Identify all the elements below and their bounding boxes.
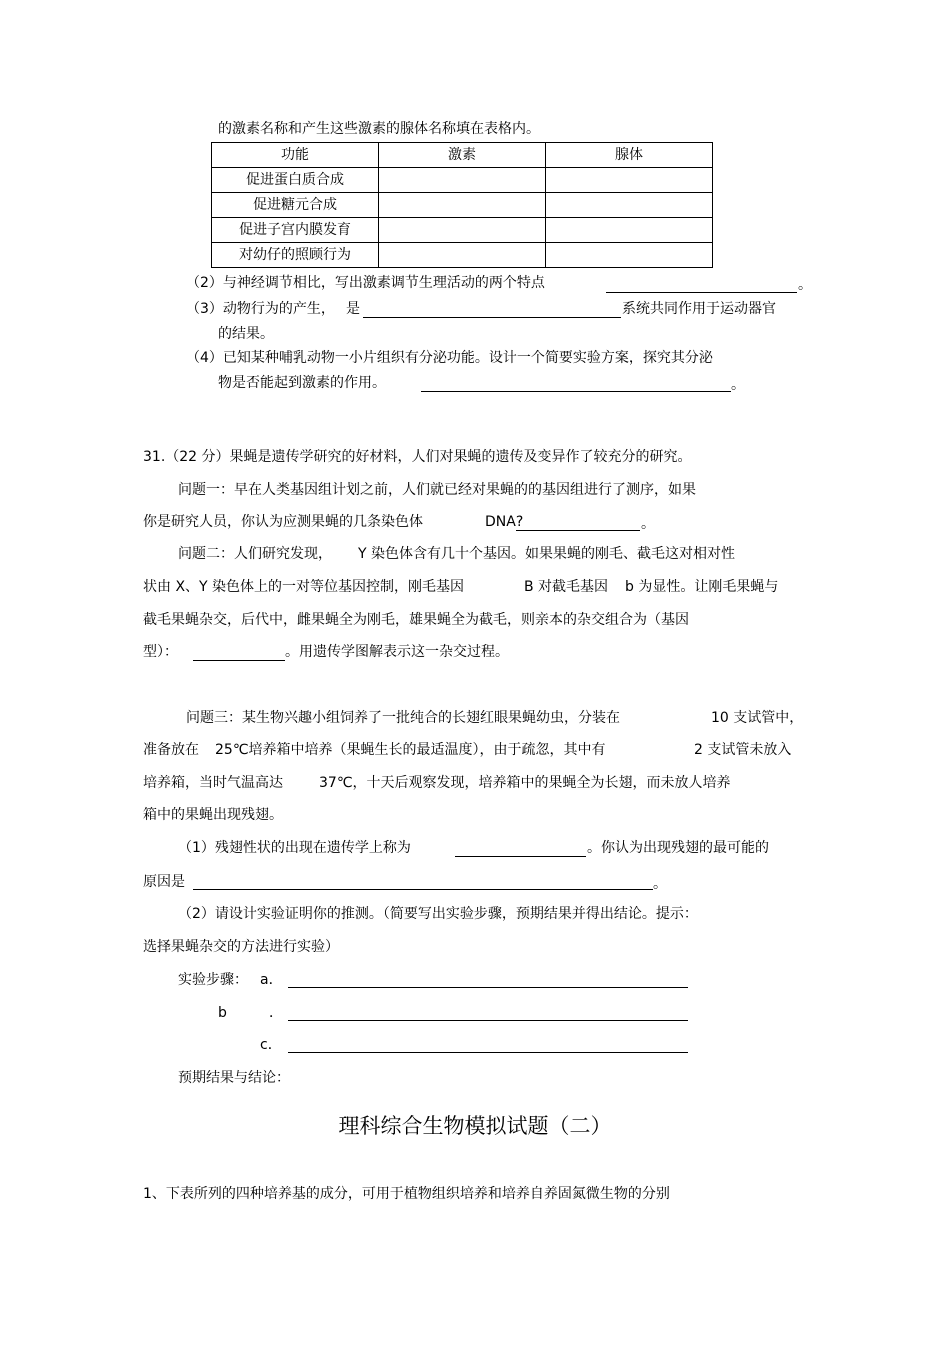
q3-blank xyxy=(363,317,621,318)
q31-s1-blank1 xyxy=(455,856,586,857)
q31-p3f: 培养箱，当时气温高达 xyxy=(143,775,283,791)
table-header-row xyxy=(212,143,713,168)
q31-s1c: 原因是 xyxy=(143,874,185,890)
step-c-label: c． xyxy=(260,1037,282,1053)
q31-s1-end: 。 xyxy=(653,876,667,892)
hormone-table xyxy=(211,142,713,268)
table-cell: 促进糖元合成 xyxy=(212,193,379,218)
q31-p2g: 型）： xyxy=(143,644,178,660)
table-header: 腺体 xyxy=(546,143,713,168)
step-b-label: b xyxy=(218,1005,227,1021)
table-cell: 促进蛋白质合成 xyxy=(212,168,379,193)
step-b-dot: ． xyxy=(269,1005,283,1021)
q31-p2b: Y 染色体含有几十个基因。如果果蝇的刚毛、截毛这对相对性 xyxy=(358,546,736,562)
q31-p2f: 截毛果蝇杂交，后代中，雌果蝇全为刚毛，雄果蝇全为截毛，则亲本的杂交组合为（基因 xyxy=(143,612,689,628)
q31-s2b: 选择果蝇杂交的方法进行实验） xyxy=(143,939,339,955)
q1-text: 1、下表所列的四种培养基的成分，可用于植物组织培养和培养自养固氮微生物的分别 xyxy=(143,1186,670,1202)
q31-head: 31.（22 分）果蝇是遗传学研究的好材料，人们对果蝇的遗传及变异作了较充分的研究。 xyxy=(143,449,692,465)
q31-p3d: 25℃培养箱中培养（果蝇生长的最适温度），由于疏忽，其中有 xyxy=(215,742,606,758)
table-cell xyxy=(379,243,546,268)
intro-text: 的激素名称和产生这些激素的腺体名称填在表格内。 xyxy=(218,121,540,137)
step-label: 实验步骤： xyxy=(178,972,248,988)
q31-p3g: 37℃，十天后观察发现，培养箱中的果蝇全为长翅，而未放人培养 xyxy=(319,775,731,791)
result-label: 预期结果与结论： xyxy=(178,1070,290,1086)
step-a-label: a． xyxy=(260,972,283,988)
q31-p3h: 箱中的果蝇出现残翅。 xyxy=(143,807,283,823)
q3-text-b: 是 xyxy=(346,301,360,317)
q3-text-d: 的结果。 xyxy=(218,326,274,342)
table-row xyxy=(212,193,713,218)
q4-blank xyxy=(421,391,731,392)
q31-p3e: 2 支试管未放入 xyxy=(694,742,792,758)
step-c-blank xyxy=(288,1052,688,1053)
table-header: 激素 xyxy=(379,143,546,168)
table-row xyxy=(212,168,713,193)
table-cell xyxy=(379,168,546,193)
q31-p2e: b 为显性。让刚毛果蝇与 xyxy=(625,579,779,595)
q2-blank xyxy=(606,292,797,293)
q2-text: （2）与神经调节相比，写出激素调节生理活动的两个特点 xyxy=(186,275,545,291)
q31-s2a: （2）请设计实验证明你的推测。（简要写出实验步骤，预期结果并得出结论。提示： xyxy=(178,906,698,922)
q31-p2-blank xyxy=(193,660,285,661)
table-cell: 对幼仔的照顾行为 xyxy=(212,243,379,268)
q31-p2c: 状由 X、Y 染色体上的一对等位基因控制，刚毛基因 xyxy=(143,579,465,595)
table-cell xyxy=(546,243,713,268)
q31-p2a: 问题二：人们研究发现， xyxy=(178,546,332,562)
q31-p3a: 问题三：某生物兴趣小组饲养了一批纯合的长翅红眼果蝇幼虫，分装在 xyxy=(186,710,620,726)
q4-text-b: 物是否能起到激素的作用。 xyxy=(218,375,386,391)
q4-text-a: （4）已知某种哺乳动物一小片组织有分泌功能。设计一个简要实验方案，探究其分泌 xyxy=(186,350,713,366)
table-header: 功能 xyxy=(212,143,379,168)
q31-s1-blank2 xyxy=(193,889,653,890)
q31-p3b: 10 支试管中， xyxy=(711,710,804,726)
q31-p2d: B 对截毛基因 xyxy=(524,579,609,595)
q31-p1a: 问题一：早在人类基因组计划之前，人们就已经对果蝇的的基因组进行了测序，如果 xyxy=(178,482,696,498)
q3-text-c: 系统共同作用于运动器官 xyxy=(622,301,776,317)
table-cell xyxy=(379,218,546,243)
table-row xyxy=(212,218,713,243)
q31-p1-end: 。 xyxy=(641,516,655,532)
q4-end: 。 xyxy=(731,377,745,393)
q2-end: 。 xyxy=(798,277,812,293)
q31-s1b: 。你认为出现残翅的最可能的 xyxy=(587,840,769,856)
table-cell xyxy=(546,168,713,193)
q31-p1c: DNA? xyxy=(485,514,524,530)
q3-text-a: （3）动物行为的产生， xyxy=(186,301,335,317)
table-row xyxy=(212,243,713,268)
table-cell: 促进子宫内膜发育 xyxy=(212,218,379,243)
table-cell xyxy=(546,193,713,218)
q31-p3c: 准备放在 xyxy=(143,742,199,758)
q31-p1-blank xyxy=(516,530,640,531)
q31-p1b: 你是研究人员，你认为应测果蝇的几条染色体 xyxy=(143,514,423,530)
table-cell xyxy=(379,193,546,218)
table-cell xyxy=(546,218,713,243)
step-b-blank xyxy=(288,1020,688,1021)
section-title: 理科综合生物模拟试题（二） xyxy=(338,1114,612,1138)
q31-s1a: （1）残翅性状的出现在遗传学上称为 xyxy=(178,840,411,856)
q31-p2h: 。用遗传学图解表示这一杂交过程。 xyxy=(285,644,509,660)
step-a-blank xyxy=(288,987,688,988)
